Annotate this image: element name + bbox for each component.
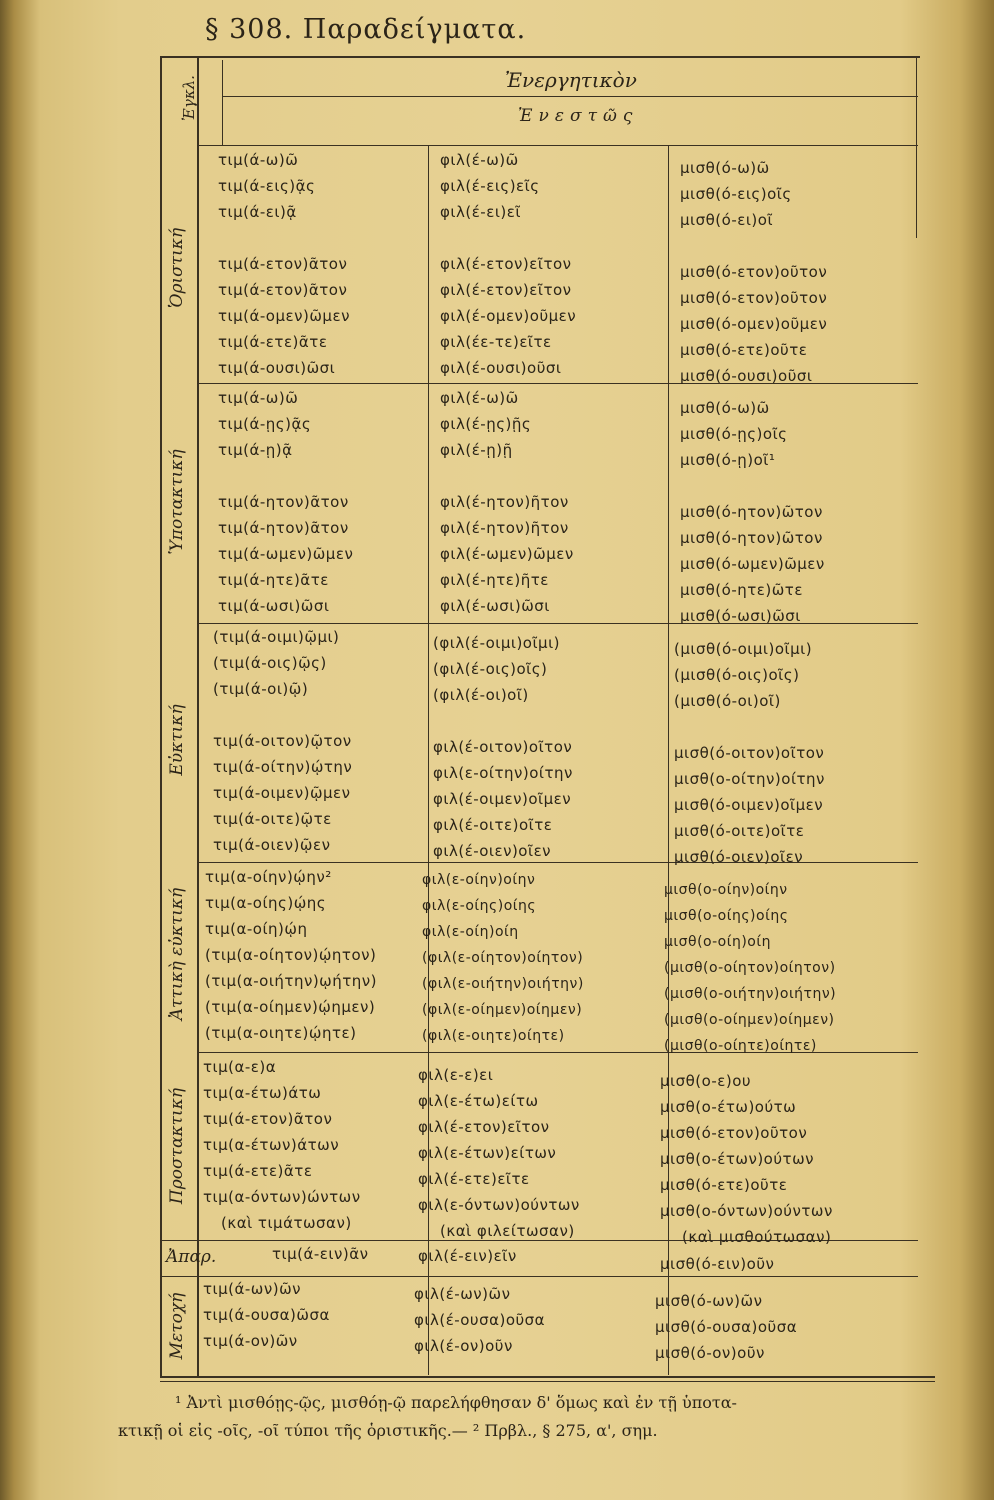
metochi-tim-column bbox=[203, 1276, 330, 1354]
form: μισθ(ο-οίης)οίης bbox=[664, 908, 789, 924]
form: μισθ(ό-ητε)ῶτε bbox=[680, 581, 803, 599]
form: φιλ(έ-εις)εῖς bbox=[440, 177, 540, 195]
efktiki-fil-column bbox=[433, 630, 573, 864]
form: τιμ(α-έτω)άτω bbox=[203, 1084, 322, 1102]
form: τιμ(ά-ον)ῶν bbox=[203, 1332, 298, 1350]
form: τιμ(ά-ῃς)ᾷς bbox=[218, 415, 312, 433]
form: (μισθ(ο-οίημεν)οίημεν) bbox=[664, 1012, 835, 1028]
oristiki-mis-column bbox=[680, 155, 827, 389]
col-head-label: Ἐγκλ. bbox=[180, 75, 198, 121]
form: (τιμ(ά-οιμι)ῷμι) bbox=[213, 628, 340, 646]
form: (καὶ μισθούτωσαν) bbox=[682, 1228, 832, 1246]
form: τιμ(ά-οιεν)ῷεν bbox=[213, 836, 331, 854]
form: τιμ(ά-οιτε)ῷτε bbox=[213, 810, 332, 828]
form: φιλ(έ-ητον)ῆτον bbox=[440, 519, 569, 537]
apar-fil: φιλ(έ-ειν)εῖν bbox=[418, 1247, 517, 1265]
form: μισθ(ο-όντων)ούντων bbox=[660, 1202, 833, 1220]
form: φιλ(ε-όντων)ούντων bbox=[418, 1196, 580, 1214]
form: (φιλ(έ-οι)οῖ) bbox=[433, 686, 529, 704]
voice-under-rule bbox=[222, 96, 918, 97]
table-top-rule bbox=[160, 56, 920, 58]
section-label-oristiki: Ὁριστική bbox=[167, 227, 187, 309]
form: μισθ(ο-έτω)ούτω bbox=[660, 1098, 797, 1116]
form: φιλ(έ-οιτον)οῖτον bbox=[433, 738, 573, 756]
form: (μισθ(ό-οι)οῖ) bbox=[674, 692, 781, 710]
form: φιλ(έ-ω)ῶ bbox=[440, 389, 519, 407]
attiki-tim-column bbox=[205, 864, 377, 1046]
form: τιμ(ά-ουσα)ῶσα bbox=[203, 1306, 330, 1324]
form: φιλ(ε-οίτην)οίτην bbox=[433, 764, 573, 782]
form: μισθ(ό-ω)ῶ bbox=[680, 159, 770, 177]
form: (καὶ φιλείτωσαν) bbox=[440, 1222, 575, 1240]
prostaktiki-fil-column bbox=[418, 1062, 580, 1244]
apar-tim: τιμ(ά-ειν)ᾶν bbox=[272, 1245, 369, 1263]
form: μισθ(ό-ομεν)οῦμεν bbox=[680, 315, 828, 333]
form: (φιλ(ε-οίημεν)οίημεν) bbox=[422, 1002, 583, 1018]
form: (φιλ(ε-οιητε)οίητε) bbox=[422, 1028, 565, 1044]
prostaktiki-mis-column bbox=[660, 1068, 833, 1250]
table-right-rule bbox=[916, 58, 917, 238]
form: τιμ(ά-οιμεν)ῷμεν bbox=[213, 784, 351, 802]
section-label-metochi: Μετοχή bbox=[167, 1292, 187, 1360]
table-bottom-rule bbox=[160, 1376, 935, 1378]
tense-under-rule bbox=[197, 145, 918, 146]
form: τιμ(α-έτων)άτων bbox=[203, 1136, 340, 1154]
apar-mis: μισθ(ό-ειν)οῦν bbox=[660, 1255, 775, 1273]
form: φιλ(έ-ωμεν)ῶμεν bbox=[440, 545, 574, 563]
form: φιλ(έ-ουσα)οῦσα bbox=[414, 1311, 546, 1329]
form: τιμ(ά-ω)ῶ bbox=[218, 389, 299, 407]
form: μισθ(ό-ωσι)ῶσι bbox=[680, 607, 801, 625]
form: τιμ(ά-ωμεν)ῶμεν bbox=[218, 545, 354, 563]
footnote-line-2: κτικῇ οἱ εἰς -οῖς, -οῖ τύποι τῆς ὁριστικῆς.— ² Πρβλ., § 275, α', σημ. bbox=[118, 1421, 658, 1440]
form: μισθ(ό-ω)ῶ bbox=[680, 399, 770, 417]
efktiki-tim-column bbox=[213, 624, 352, 858]
table-bottom-rule-2 bbox=[160, 1381, 935, 1382]
form: μισθ(ο-οίη)οίη bbox=[664, 934, 771, 950]
ypotaktiki-tim-column bbox=[218, 385, 353, 619]
form: φιλ(έ-ετον)εῖτον bbox=[440, 281, 572, 299]
form: τιμ(α-οίην)ῴην² bbox=[205, 868, 332, 886]
table-left-rule bbox=[160, 56, 162, 1376]
form: τιμ(ά-ῃ)ᾷ bbox=[218, 441, 293, 459]
form: (τιμ(α-οίημεν)ῴημεν) bbox=[205, 998, 376, 1016]
prostaktiki-tim-column bbox=[203, 1054, 361, 1236]
form: μισθ(ό-ετον)οῦτον bbox=[680, 263, 828, 281]
form: τιμ(ά-ητον)ᾶτον bbox=[218, 493, 349, 511]
form: φιλ(έ-οιτε)οῖτε bbox=[433, 816, 553, 834]
form: τιμ(ά-ετον)ᾶτον bbox=[203, 1110, 333, 1128]
form: μισθ(ό-ῃς)οῖς bbox=[680, 425, 788, 443]
header-column-rule bbox=[222, 60, 223, 145]
form: (τιμ(α-οιήτην)ῳήτην) bbox=[205, 972, 378, 990]
form: τιμ(α-οίη)ῴη bbox=[205, 920, 308, 938]
form: μισθ(ό-ωμεν)ῶμεν bbox=[680, 555, 825, 573]
form: μισθ(ό-ετον)οῦτον bbox=[660, 1124, 808, 1142]
form: (τιμ(α-οίητον)ῴητον) bbox=[205, 946, 377, 964]
form: τιμ(ά-ετε)ᾶτε bbox=[203, 1162, 313, 1180]
form: μισθ(ό-ουσι)οῦσι bbox=[680, 367, 813, 385]
form: μισθ(ό-ητον)ῶτον bbox=[680, 503, 823, 521]
section-label-apar: Ἀπαρ. bbox=[166, 1247, 217, 1267]
form: μισθ(ό-ων)ῶν bbox=[655, 1292, 763, 1310]
form: φιλ(έ-ητε)ῆτε bbox=[440, 571, 549, 589]
form: φιλ(ε-έτων)είτων bbox=[418, 1144, 557, 1162]
form: μισθ(ό-οιτε)οῖτε bbox=[674, 822, 805, 840]
form: φιλ(ε-οίην)οίην bbox=[422, 872, 536, 888]
oristiki-fil-column bbox=[440, 147, 576, 381]
form: τιμ(ά-ω)ῶ bbox=[218, 151, 299, 169]
form: τιμ(α-οίης)ῴης bbox=[205, 894, 327, 912]
form: (τιμ(ά-οις)ῷς) bbox=[213, 654, 327, 672]
form: τιμ(α-όντων)ώντων bbox=[203, 1188, 361, 1206]
attiki-mis-column bbox=[664, 877, 836, 1059]
form: τιμ(ά-ωσι)ῶσι bbox=[218, 597, 330, 615]
ypotaktiki-fil-column bbox=[440, 385, 574, 619]
form: (φιλ(έ-οιμι)οῖμι) bbox=[433, 634, 561, 652]
form: φιλ(έ-ομεν)οῦμεν bbox=[440, 307, 577, 325]
form: τιμ(ά-ητε)ᾶτε bbox=[218, 571, 329, 589]
form: φιλ(ε-οίη)οίη bbox=[422, 924, 519, 940]
form: (καὶ τιμάτωσαν) bbox=[221, 1214, 352, 1232]
form: (φιλ(ε-οιήτην)οιήτην) bbox=[422, 976, 584, 992]
form: μισθ(ό-ετε)οῦτε bbox=[680, 341, 808, 359]
form: (μισθ(ο-οιήτην)οιήτην) bbox=[664, 986, 837, 1002]
form: μισθ(ό-οιμεν)οῖμεν bbox=[674, 796, 824, 814]
ypotaktiki-mis-column bbox=[680, 395, 825, 629]
form: μισθ(ό-οιτον)οῖτον bbox=[674, 744, 825, 762]
form: (μισθ(ο-οίητον)οίητον) bbox=[664, 960, 836, 976]
tense-label: Ἐνεστῶς bbox=[518, 106, 639, 126]
form: μισθ(ό-ετε)οῦτε bbox=[660, 1176, 788, 1194]
form: τιμ(ά-ητον)ᾶτον bbox=[218, 519, 349, 537]
form: φιλ(ε-έτω)είτω bbox=[418, 1092, 539, 1110]
form: μισθ(ό-εις)οῖς bbox=[680, 185, 792, 203]
metochi-mis-column bbox=[655, 1288, 797, 1366]
form: τιμ(ά-ει)ᾷ bbox=[218, 203, 297, 221]
voice-label: Ἐνεργητικὸν bbox=[505, 68, 637, 92]
form: (φιλ(έ-οις)οῖς) bbox=[433, 660, 548, 678]
form: φιλ(έ-ουσι)οῦσι bbox=[440, 359, 562, 377]
form: τιμ(ά-ουσι)ῶσι bbox=[218, 359, 336, 377]
form: μισθ(ο-οίην)οίην bbox=[664, 882, 788, 898]
form: (τιμ(ά-οι)ῷ) bbox=[213, 680, 309, 698]
efktiki-mis-column bbox=[674, 636, 825, 870]
form: (φιλ(ε-οίητον)οίητον) bbox=[422, 950, 584, 966]
form: μισθ(ο-οίτην)οίτην bbox=[674, 770, 825, 788]
form: φιλ(έ-οιεν)οῖεν bbox=[433, 842, 552, 860]
form: τιμ(α-ε)α bbox=[203, 1058, 277, 1076]
label-column-rule bbox=[197, 56, 199, 1376]
form: τιμ(ά-ετε)ᾶτε bbox=[218, 333, 328, 351]
attiki-fil-column bbox=[422, 867, 584, 1049]
form: μισθ(ό-ει)οῖ bbox=[680, 211, 774, 229]
form: (τιμ(α-οιητε)ῴητε) bbox=[205, 1024, 357, 1042]
form: φιλ(έ-ετε)εῖτε bbox=[418, 1170, 530, 1188]
form: τιμ(ά-οίτην)ῴτην bbox=[213, 758, 353, 776]
form: τιμ(ά-ων)ῶν bbox=[203, 1280, 302, 1298]
form: τιμ(ά-οιτον)ῷτον bbox=[213, 732, 352, 750]
section-label-ypotaktiki: Ὑποτακτική bbox=[167, 449, 187, 555]
form: (μισθ(ό-οις)οῖς) bbox=[674, 666, 800, 684]
section-label-efktiki: Εὐκτική bbox=[167, 704, 187, 776]
form: φιλ(έ-ῃ)ῇ bbox=[440, 441, 513, 459]
oristiki-tim-column bbox=[218, 147, 350, 381]
form: μισθ(ο-ε)ου bbox=[660, 1072, 752, 1090]
form: τιμ(ά-ετον)ᾶτον bbox=[218, 281, 348, 299]
form: μισθ(ο-έτων)ούτων bbox=[660, 1150, 815, 1168]
form: φιλ(έ-ῃς)ῇς bbox=[440, 415, 532, 433]
section-label-prostaktiki: Προστακτική bbox=[167, 1087, 187, 1205]
metochi-fil-column bbox=[414, 1281, 545, 1359]
form: φιλ(έ-ετον)εῖτον bbox=[418, 1118, 550, 1136]
section-label-attiki: Ἀττικὴ εὐκτική bbox=[167, 887, 187, 1021]
form: φιλ(έε-τε)εῖτε bbox=[440, 333, 552, 351]
form: φιλ(ε-ε)ει bbox=[418, 1066, 494, 1084]
form: φιλ(έ-ετον)εῖτον bbox=[440, 255, 572, 273]
form: τιμ(ά-ομεν)ῶμεν bbox=[218, 307, 350, 325]
form: μισθ(ό-οιεν)οῖεν bbox=[674, 848, 804, 866]
page-header: § 308. Παραδείγματα. bbox=[205, 14, 527, 45]
form: φιλ(έ-ει)εῖ bbox=[440, 203, 521, 221]
form: (μισθ(ο-οίητε)οίητε) bbox=[664, 1038, 817, 1054]
footnote-line-1: ¹ Ἀντὶ μισθόῃς-ῷς, μισθόῃ-ῷ παρελήφθησαν δ' ὅμως καὶ ἐν τῇ ὑποτα- bbox=[175, 1393, 737, 1412]
form: φιλ(έ-οιμεν)οῖμεν bbox=[433, 790, 572, 808]
form: φιλ(έ-ητον)ῆτον bbox=[440, 493, 569, 511]
form: φιλ(έ-ον)οῦν bbox=[414, 1337, 513, 1355]
form: μισθ(ό-ῃ)οῖ¹ bbox=[680, 451, 776, 469]
form: μισθ(ό-ον)οῦν bbox=[655, 1344, 765, 1362]
form: φιλ(ε-οίης)οίης bbox=[422, 898, 537, 914]
form: τιμ(ά-ετον)ᾶτον bbox=[218, 255, 348, 273]
form: φιλ(έ-ωσι)ῶσι bbox=[440, 597, 550, 615]
form: μισθ(ό-ετον)οῦτον bbox=[680, 289, 828, 307]
form: τιμ(ά-εις)ᾷς bbox=[218, 177, 316, 195]
form: φιλ(έ-ων)ῶν bbox=[414, 1285, 511, 1303]
form: μισθ(ό-ουσα)οῦσα bbox=[655, 1318, 798, 1336]
form: (μισθ(ό-οιμι)οῖμι) bbox=[674, 640, 813, 658]
form: φιλ(έ-ω)ῶ bbox=[440, 151, 519, 169]
form: μισθ(ό-ητον)ῶτον bbox=[680, 529, 823, 547]
